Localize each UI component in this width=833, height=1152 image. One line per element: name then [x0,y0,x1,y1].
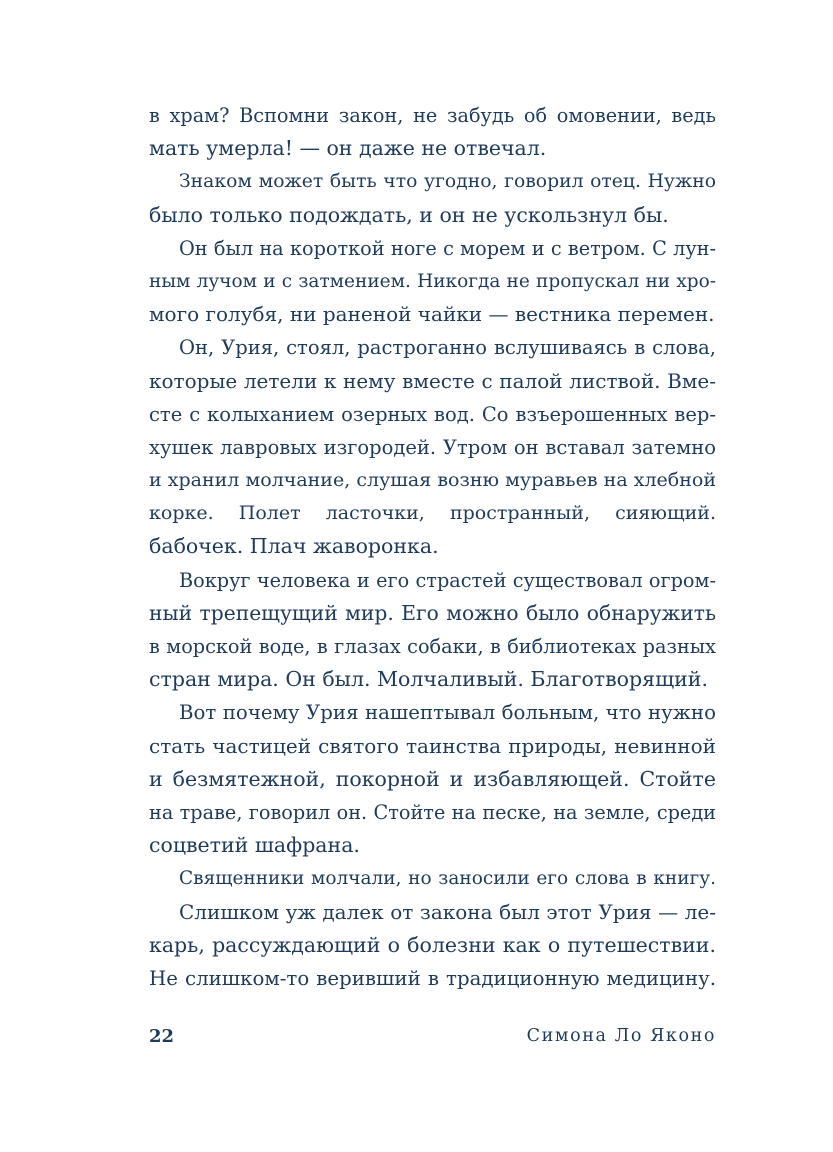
paragraph-first-line: Он, Урия, стоял, растроганно вслушиваясь в слова, [179,336,716,360]
text-line: корке. Полет ласточки, пространный, сияющий. [149,502,716,525]
body-text [149,99,716,995]
text-line: ный трепещущий мир. Его можно было обнаружить [149,600,716,625]
text-line: на траве, говорил он. Стойте на песке, на земле, среди [149,800,716,824]
text-line: хушек лавровых изгородей. Утром он вставал затемно [149,435,716,459]
paragraph-first-line: Он был на короткой ноге с морем и с ветром. С лун- [179,236,716,260]
text-line: было только подождать, и он не ускользнул бы. [149,202,669,227]
paragraph-first-line: Священники молчали, но заносили его слова в книгу. [179,868,716,890]
text-line: соцветий шафрана. [149,833,360,858]
text-line: которые летели к нему вместе с палой листвой. Вме- [149,368,716,393]
running-head-author: Симона Ло Яконо [526,1026,716,1046]
paragraph-first-line: Знаком может быть что угодно, говорил отец. Нужно [179,171,716,193]
text-line: стран мира. Он был. Молчаливый. Благотворящий. [149,667,708,692]
text-line: стать частицей святого таинства природы, невинной [149,733,716,758]
text-line: мать умерла! — он даже не отвечал. [149,136,547,161]
paragraph-first-line: Вот почему Урия нашептывал больным, что нужно [179,701,716,725]
paragraph-first-line: Слишком уж далек от закона был этот Урия — ле- [179,899,716,924]
text-line: и безмятежной, покорной и избавляющей. Стойте [149,766,716,791]
text-line: мого голубя, ни раненой чайки — вестника перемен. [149,302,715,327]
page-footer [149,1026,716,1050]
text-line: ным лучом и с затмением. Никогда не пропускал ни хро- [149,270,716,292]
text-line: сте с колыханием озерных вод. Со взъерошенных вер- [149,402,716,426]
text-line: Не слишком-то веривший в традиционную медицину. [149,966,716,990]
text-line: и хранил молчание, слушая возню муравьев на хлебной [149,469,716,492]
page-number: 22 [149,1026,175,1047]
text-line: бабочек. Плач жаворонка. [149,534,439,559]
paragraph-first-line: Вокруг человека и его страстей существовал огром- [179,568,716,592]
text-line: в храм? Вспомни закон, не забудь об омовении, ведь [149,104,716,127]
text-line: карь, рассуждающий о болезни как о путешествии. [149,932,716,957]
text-line: в морской воде, в глазах собаки, в библиотеках разных [149,635,716,658]
